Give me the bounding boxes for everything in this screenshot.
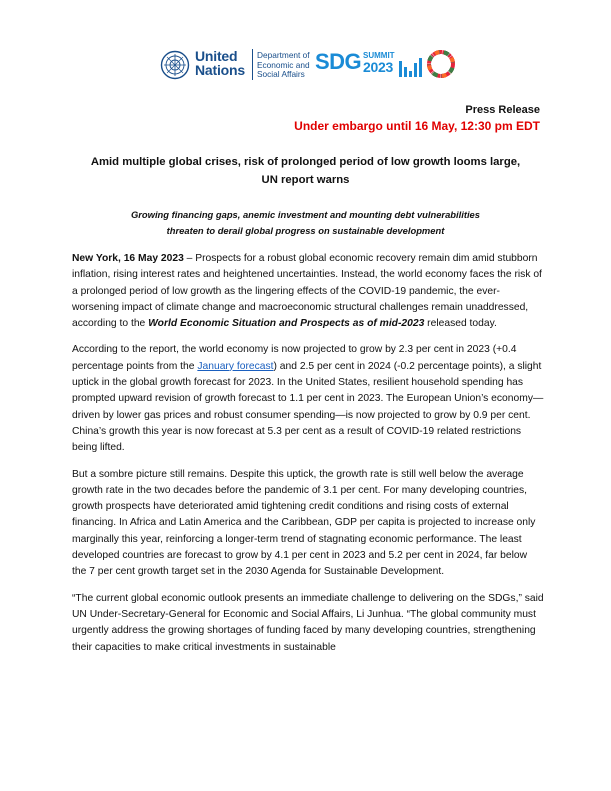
un-wordmark: United Nations [195, 48, 245, 78]
summit-wordmark: SUMMIT 2023 [363, 51, 395, 75]
report-title: World Economic Situation and Prospects as of mid-2023 [148, 318, 425, 330]
desa-wordmark: Department of Economic and Social Affairs [257, 50, 310, 79]
un-emblem-icon [160, 50, 190, 80]
subheadline: Growing financing gaps, anemic investment and mounting debt vulnerabilities threaten to derail global progress on sustainable development [130, 209, 480, 236]
paragraph-3: But a sombre picture still remains. Despite this uptick, the growth rate is still well below the average growth rate in the two decades before the pandemic of 3.1 per cent. For many developing countries, growth prospects have deteriorated amid tightening credit conditions and rising costs of external financing. In Africa and Latin America and the Caribbean, GDP per capita is projected to increase only marginally this year, reinforcing a longer-term trend of stagnating economic performance. The least developed countries are forecast to grow by 4.1 per cent in 2023 and 5.2 per cent in 2024, far below the 7 per cent growth target set in the 2030 Agenda for Sustainable Development. [72, 468, 536, 578]
sdg-bars-icon [398, 55, 424, 77]
paragraph-1: New York, 16 May 2023 – Prospects for a robust global economic recovery remain dim amid stubborn inflation, rising interest rates and heightened uncertainties. Instead, the world economy faces the risk of a prolonged period of low growth as the lingering effects of the COVID-19 pandemic, the ever-worsening impact of climate change and macroeconomic structural challenges remain unaddressed, according to the World Economic Situation and Prospects as of mid-2023 released today. [72, 253, 542, 330]
page-header [0, 46, 611, 86]
header-divider [252, 49, 253, 80]
press-release-block [294, 102, 540, 134]
embargo-notice: Under embargo until 16 May, 12:30 pm EDT [294, 119, 540, 133]
sdg-wordmark: SDG [315, 49, 362, 74]
paragraph-2: According to the report, the world economy is now projected to grow by 2.3 per cent in 2023 (+0.4 percentage points from the January forecast) and 2.5 per cent in 2024 (-0.2 percentage points), a slight uptick in the global growth forecast for 2023. In the United States, resilient household spending has prompted upward revision of growth forecast to 1.1 per cent in 2023. The European Union’s economy—driven by lower gas prices and robust consumer spending—is now projected to grow by 0.9 per cent. China’s growth this year is now forecast at 5.3 per cent as a result of COVID-19 related restrictions being lifted. [72, 344, 544, 454]
headline: Amid multiple global crises, risk of prolonged period of low growth looms large, UN report warns [90, 156, 521, 186]
paragraph-4: “The current global economic outlook presents an immediate challenge to delivering on the SDGs,” said UN Under-Secretary-General for Economic and Social Affairs, Li Junhua. “The global community must urgently address the growing shortages of funding faced by many developing countries, strengthening their capacities to make critical investments in sustainable [72, 592, 544, 653]
january-forecast-link[interactable]: January forecast [197, 360, 274, 372]
article-body [72, 251, 544, 666]
dateline: New York, 16 May 2023 [72, 253, 184, 264]
sdg-wheel-icon [427, 50, 455, 78]
press-release-label: Press Release [465, 104, 540, 116]
